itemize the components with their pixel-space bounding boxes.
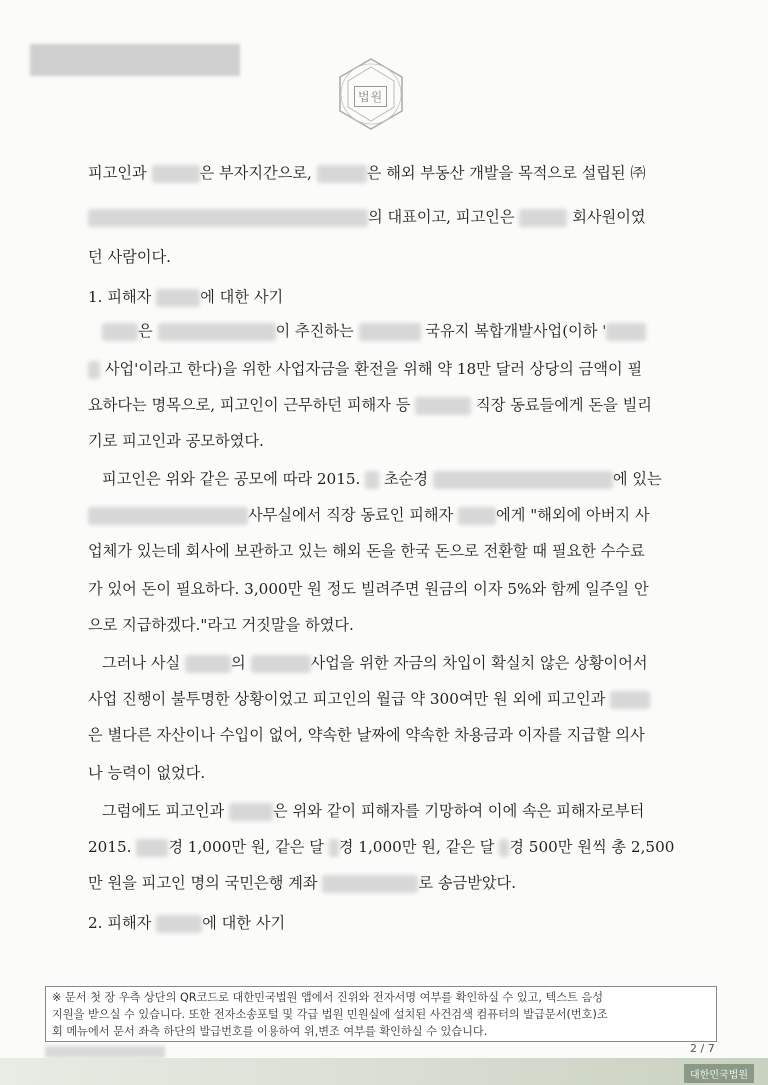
section-heading: 1. 피해자 에 대한 사기 (88, 288, 284, 306)
redaction (136, 839, 168, 857)
redaction (317, 165, 367, 183)
text-line: 나 능력이 없었다. (88, 764, 206, 782)
page-number: 2 / 7 (690, 1042, 715, 1055)
verification-notice (45, 986, 717, 1042)
text-line: 그러나 사실 의 사업을 위한 자금의 차입이 확실치 않은 상황이어서 (102, 654, 648, 672)
redaction (322, 875, 418, 893)
redaction (365, 471, 379, 489)
text-line: 가 있어 돈이 필요하다. 3,000만 원 정도 빌려주면 원금의 이자 5%와 함께 일주일 안 (88, 580, 649, 598)
text-line: 피고인은 위와 같은 공모에 따라 2015. 초순경 에 있는 (102, 470, 662, 488)
section-heading: 2. 피해자 에 대한 사기 (88, 914, 286, 932)
text-line: 2015. 경 1,000만 원, 같은 달 경 1,000만 원, 같은 달 경 500만 원씩 총 2,500 (88, 838, 675, 856)
redaction (88, 507, 248, 525)
redaction (359, 323, 421, 341)
redaction (229, 803, 273, 821)
text-line: 요하다는 명목으로, 피고인이 근무하던 피해자 등 직장 동료들에게 돈을 빌리 (88, 396, 652, 414)
text-line: 의 대표이고, 피고인은 회사원이였 (88, 206, 646, 227)
redaction (433, 471, 613, 489)
redaction (185, 655, 231, 673)
text-line: 피고인과 은 부자지간으로, 은 해외 부동산 개발을 목적으로 설립된 ㈜ (88, 164, 646, 182)
seal-label: 법원 (354, 86, 387, 107)
redaction (152, 165, 200, 183)
text-line: 사업'이라고 한다)을 위한 사업자금을 환전을 위해 약 18만 달러 상당의 금액이 필 (88, 358, 642, 379)
redaction (519, 209, 567, 227)
redaction (610, 691, 650, 709)
text-line: 업체가 있는데 회사에 보관하고 있는 해외 돈을 한국 돈으로 전환할 때 필요한 수수료 (88, 542, 645, 560)
redaction (499, 839, 509, 857)
text-line: 만 원을 피고인 명의 국민은행 계좌 로 송금받았다. (88, 874, 517, 892)
redaction (88, 361, 100, 379)
text-line: 은 이 추진하는 국유지 복합개발사업(이하 ' (102, 320, 646, 341)
notice-line: ※ 문서 첫 장 우측 상단의 QR코드로 대한민국법원 앱에서 진위와 전자서명 여부를 확인하실 수 있고, 텍스트 음성 (52, 991, 604, 1004)
text-line: 사업 진행이 불투명한 상황이었고 피고인의 월급 약 300여만 원 외에 피고인과 (88, 688, 650, 709)
text-line: 으로 지급하겠다."라고 거짓말을 하였다. (88, 616, 354, 634)
text-line: 기로 피고인과 공모하였다. (88, 432, 264, 450)
redaction (88, 209, 368, 227)
redaction (251, 655, 311, 673)
text-line: 그럼에도 피고인과 은 위와 같이 피해자를 기망하여 이에 속은 피해자로부터 (102, 802, 645, 820)
redaction (329, 839, 339, 857)
redacted-header (30, 44, 240, 76)
redaction (102, 323, 138, 341)
text-line: 던 사람이다. (88, 248, 172, 266)
redaction (606, 323, 646, 341)
notice-line: 지원을 받으실 수 있습니다. 또한 전자소송포털 및 각급 법원 민원실에 설치된 사건검색 컴퓨터의 발급문서(번호)조 (52, 1008, 608, 1021)
redacted-issue-number (45, 1046, 165, 1058)
notice-line: 회 메뉴에서 문서 좌측 하단의 발급번호를 이용하여 위,변조 여부를 확인하실 수 있습니다. (52, 1025, 488, 1038)
court-watermark: 대한민국법원 (684, 1064, 754, 1083)
redaction (156, 289, 200, 307)
text-line: 사무실에서 직장 동료인 피해자 에게 "해외에 아버지 사 (88, 504, 650, 525)
redaction (156, 915, 202, 933)
redaction (458, 507, 496, 525)
redaction (415, 397, 471, 415)
bottom-band (0, 1058, 768, 1085)
text-line: 은 별다른 자산이나 수입이 없어, 약속한 날짜에 약속한 차용금과 이자를 지급할 의사 (88, 726, 645, 744)
redaction (158, 323, 276, 341)
